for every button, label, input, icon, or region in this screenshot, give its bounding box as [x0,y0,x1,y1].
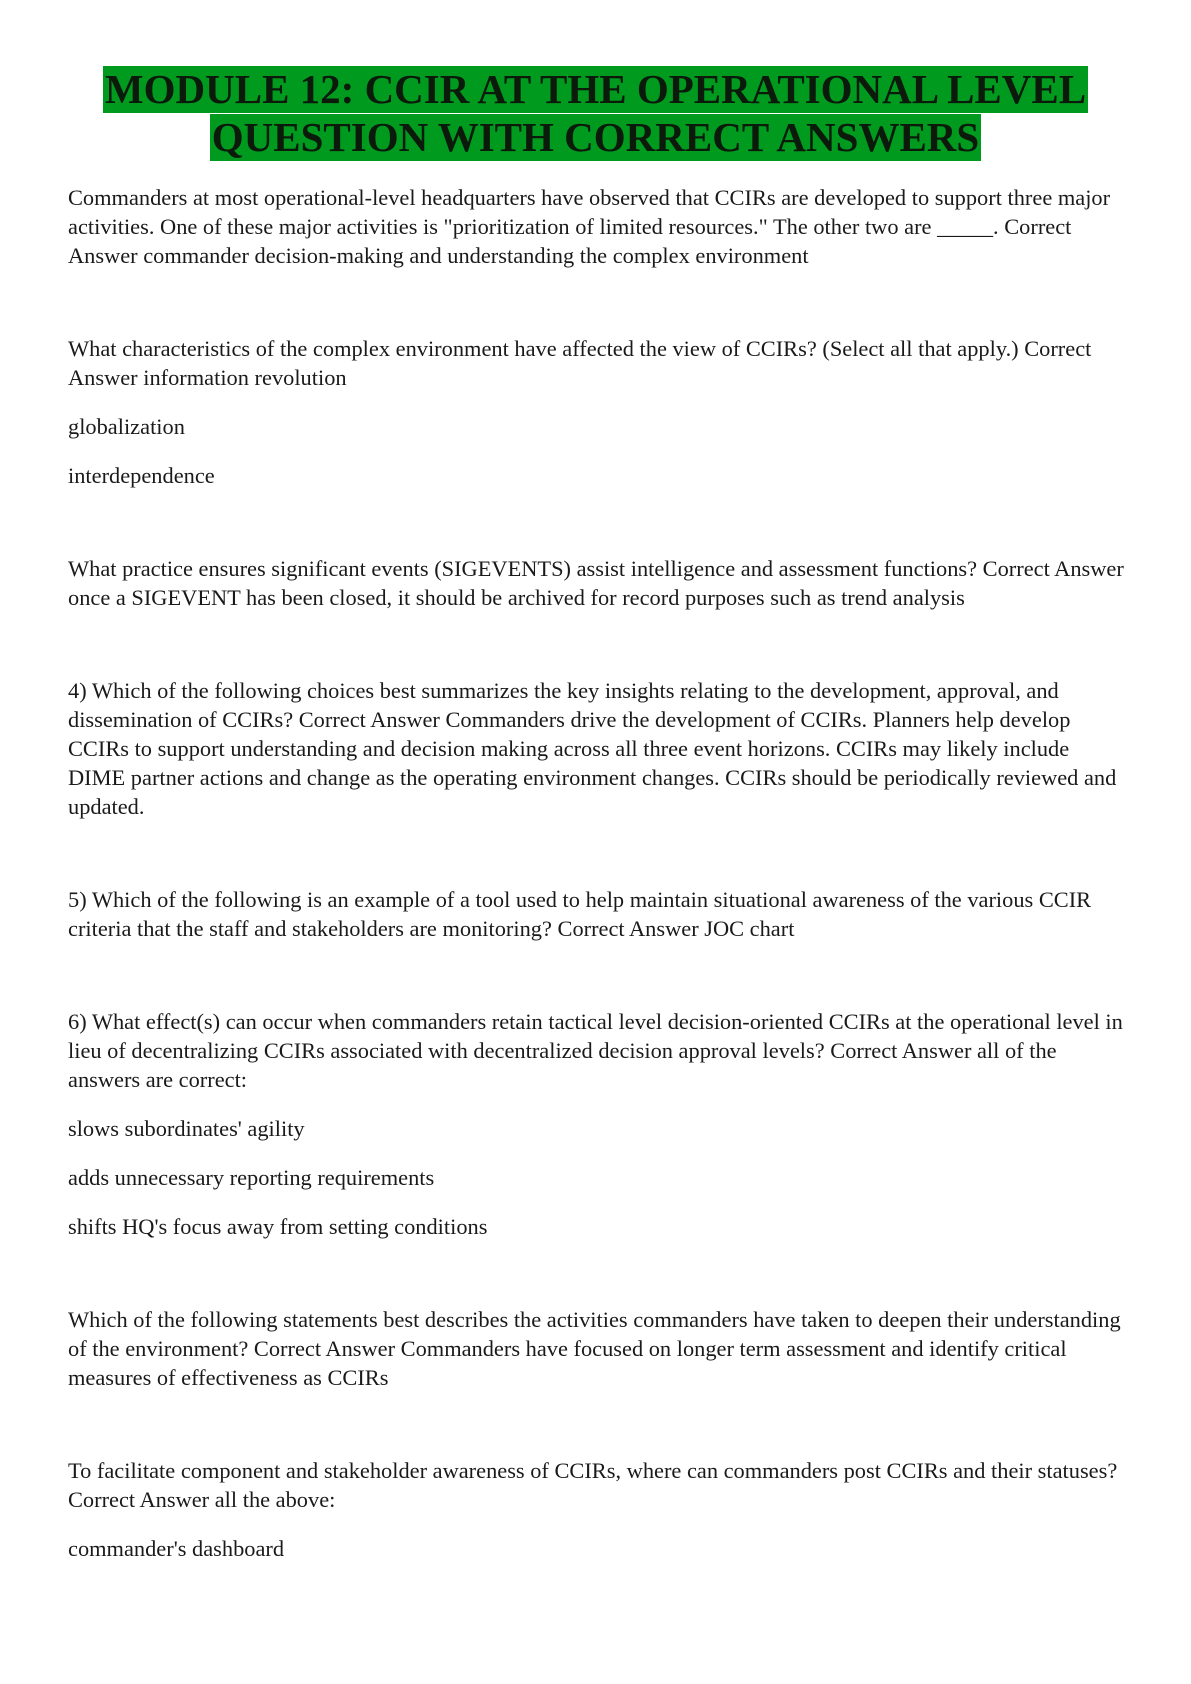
document-title [0,66,1191,162]
answer-item: globalization [68,414,185,439]
title-line-2: QUESTION WITH CORRECT ANSWERS [211,114,980,160]
answer-item: shifts HQ's focus away from setting conditions [68,1214,488,1239]
question-answer-text: Which of the following statements best describes the activities commanders have taken to deepen their understanding of the environment? Correct Answer Commanders have focused on longer term assessment and identify critical measures of effectiveness as CCIRs [68,1307,1121,1390]
answer-item: commander's dashboard [68,1536,285,1561]
answer-item: interdependence [68,463,215,488]
qa-block [68,1305,1128,1392]
question-answer-text: 6) What effect(s) can occur when commanders retain tactical level decision-oriented CCIRs at the operational level in lieu of decentralizing CCIRs associated with decentralized decision approval levels? Correct Answer all of the answers are correct: [68,1009,1123,1092]
question-answer-text: To facilitate component and stakeholder awareness of CCIRs, where can commanders post CCIRs and their statuses? Correct Answer all the above: [68,1458,1118,1512]
qa-block [68,1007,1128,1241]
question-answer-text: 5) Which of the following is an example of a tool used to help maintain situational awareness of the various CCIR criteria that the staff and stakeholders are monitoring? Correct Answer JOC chart [68,887,1092,941]
qa-block [68,183,1128,270]
answer-item: slows subordinates' agility [68,1116,305,1141]
question-answer-text: What practice ensures significant events (SIGEVENTS) assist intelligence and assessment functions? Correct Answer once a SIGEVENT has been closed, it should be archived for record purposes such as trend analysis [68,556,1124,610]
qa-block [68,554,1128,612]
title-line-1: MODULE 12: CCIR AT THE OPERATIONAL LEVEL [104,66,1087,112]
qa-block [68,1456,1128,1563]
document-body [68,183,1128,1563]
question-answer-text: Commanders at most operational-level headquarters have observed that CCIRs are developed to support three major activities. One of these major activities is "prioritization of limited resources." The other two are _____. Correct Answer commander decision-making and understanding the complex environment [68,185,1111,268]
question-answer-text: 4) Which of the following choices best summarizes the key insights relating to the development, approval, and dissemination of CCIRs? Correct Answer Commanders drive the development of CCIRs. Planners help develop CCIRs to support understanding and decision making across all three event horizons. CCIRs may likely include DIME partner actions and change as the operating environment changes. CCIRs should be periodically reviewed and updated. [68,678,1117,819]
qa-block [68,334,1128,490]
question-answer-text: What characteristics of the complex environment have affected the view of CCIRs? (Select all that apply.) Correct Answer information revolution [68,336,1092,390]
qa-block [68,885,1128,943]
qa-block [68,676,1128,821]
answer-item: adds unnecessary reporting requirements [68,1165,435,1190]
